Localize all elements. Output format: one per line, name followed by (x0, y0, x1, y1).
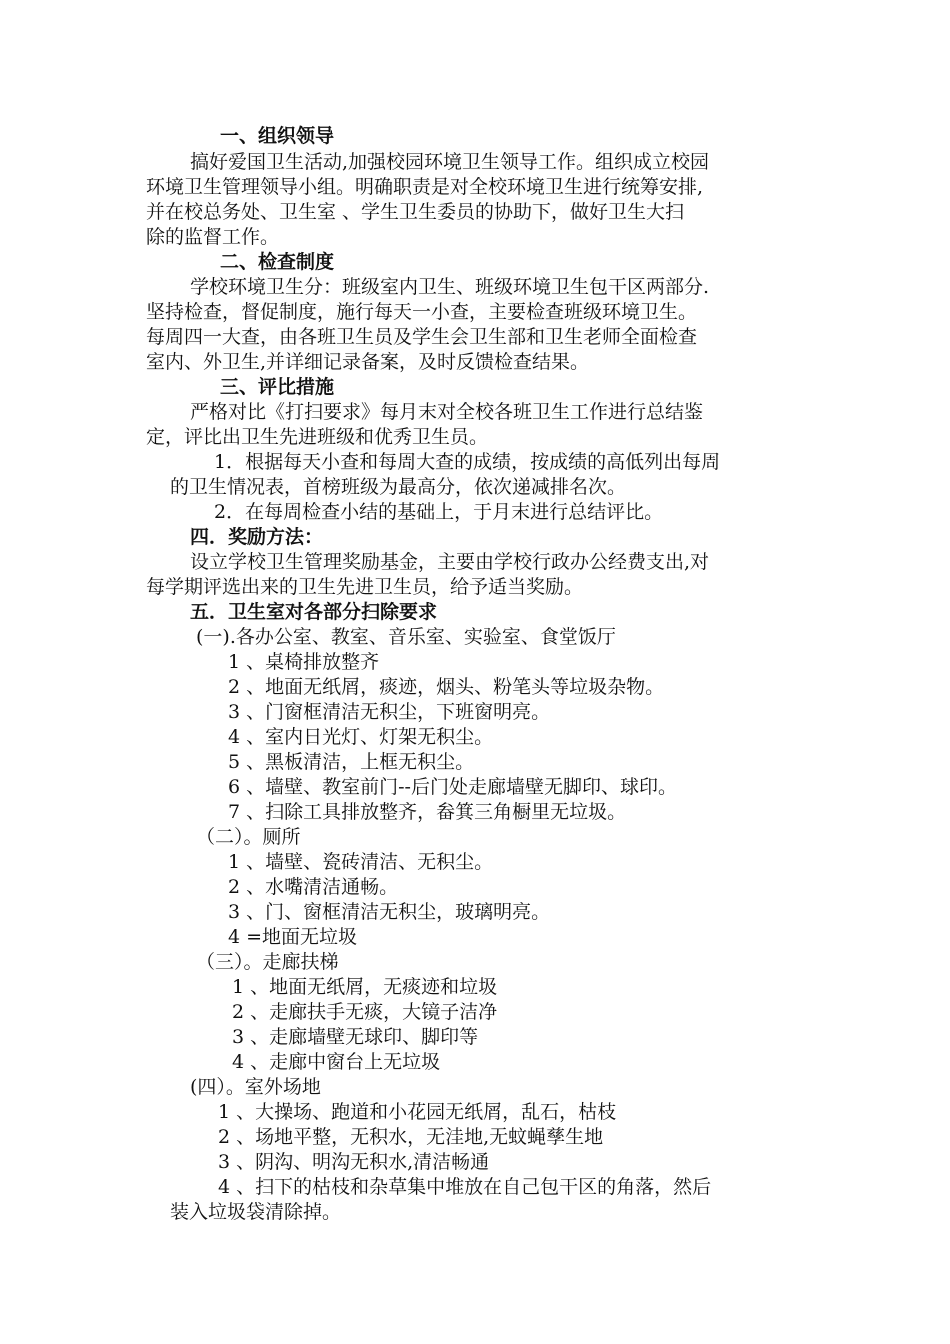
paragraph-line: 每学期评选出来的卫生先进卫生员，给予适当奖励。 (146, 576, 584, 598)
list-item: 3 、走廊墙壁无球印、脚印等 (232, 1026, 479, 1048)
section-heading: 四．奖励方法： (190, 526, 324, 548)
paragraph-line: 定，评比出卫生先进班级和优秀卫生员。 (146, 426, 489, 448)
paragraph-line: 室内、外卫生,并详细记录备案，及时反馈检查结果。 (146, 351, 590, 373)
list-item: 1 、地面无纸屑，无痰迹和垃圾 (232, 976, 498, 998)
subsection-title: （三）。走廊扶梯 (196, 951, 339, 973)
list-item: 2 、场地平整，无积水，无洼地,无蚊蝇孳生地 (218, 1126, 604, 1148)
list-item: 3 、门窗框清洁无积尘，下班窗明亮。 (228, 701, 551, 723)
paragraph-line: 的卫生情况表，首榜班级为最高分，依次递减排名次。 (170, 476, 627, 498)
paragraph-line: 学校环境卫生分：班级室内卫生、班级环境卫生包干区两部分. (190, 276, 710, 298)
list-item: 2 、水嘴清洁通畅。 (228, 876, 399, 898)
list-item: 1 、桌椅排放整齐 (228, 651, 380, 673)
list-item: 4 =地面无垃圾 (228, 926, 358, 948)
paragraph-line: 除的监督工作。 (146, 226, 280, 248)
section-heading: 一、组织领导 (220, 125, 335, 147)
paragraph-line: 坚持检查，督促制度，施行每天一小查，主要检查班级环境卫生。 (146, 301, 698, 323)
subsection-title: （二）。厕所 (196, 826, 301, 848)
paragraph-line: 严格对比《打扫要求》每月末对全校各班卫生工作进行总结鉴 (190, 401, 704, 423)
list-item: 7 、扫除工具排放整齐，畚箕三角橱里无垃圾。 (228, 801, 627, 823)
subsection-title: (一).各办公室、教室、音乐室、实验室、食堂饭厅 (196, 626, 616, 648)
list-item: 5 、黑板清洁，上框无积尘。 (228, 751, 475, 773)
subsection-title: (四）。室外场地 (190, 1076, 321, 1098)
list-item: 2 、走廊扶手无痰，大镜子洁净 (232, 1001, 498, 1023)
paragraph-line: 搞好爱国卫生活动,加强校园环境卫生领导工作。组织成立校园 (190, 151, 710, 173)
list-item: 6 、墙壁、教室前门--后门处走廊墙壁无脚印、球印。 (228, 776, 677, 798)
list-item: 3 、门、窗框清洁无积尘，玻璃明亮。 (228, 901, 551, 923)
paragraph-line: 每周四一大查，由各班卫生员及学生会卫生部和卫生老师全面检查 (146, 326, 698, 348)
paragraph-line: 环境卫生管理领导小组。明确职责是对全校环境卫生进行统筹安排, (146, 176, 704, 198)
list-item: 2 、地面无纸屑，痰迹，烟头、粉笔头等垃圾杂物。 (228, 676, 665, 698)
paragraph-line: 设立学校卫生管理奖励基金，主要由学校行政办公经费支出,对 (190, 551, 710, 573)
list-item: 3 、阴沟、明沟无积水,清洁畅通 (218, 1151, 490, 1173)
paragraph-line: 装入垃圾袋清除掉。 (170, 1201, 342, 1223)
paragraph-line: 并在校总务处、卫生室 、学生卫生委员的协助下，做好卫生大扫 (146, 201, 685, 223)
section-heading: 三、评比措施 (220, 376, 335, 398)
list-item: 1 、墙壁、瓷砖清洁、无积尘。 (228, 851, 494, 873)
list-item: 1 、大操场、跑道和小花园无纸屑，乱石，枯枝 (218, 1101, 617, 1123)
list-item: 2．在每周检查小结的基础上，于月末进行总结评比。 (214, 501, 664, 523)
section-heading: 二、检查制度 (220, 251, 335, 273)
list-item: 4 、扫下的枯枝和杂草集中堆放在自己包干区的角落，然后 (218, 1176, 712, 1198)
list-item: 4 、室内日光灯、灯架无积尘。 (228, 726, 494, 748)
section-heading: 五．卫生室对各部分扫除要求 (190, 601, 438, 623)
list-item: 1．根据每天小查和每周大查的成绩，按成绩的高低列出每周 (214, 451, 721, 473)
list-item: 4 、走廊中窗台上无垃圾 (232, 1051, 441, 1073)
